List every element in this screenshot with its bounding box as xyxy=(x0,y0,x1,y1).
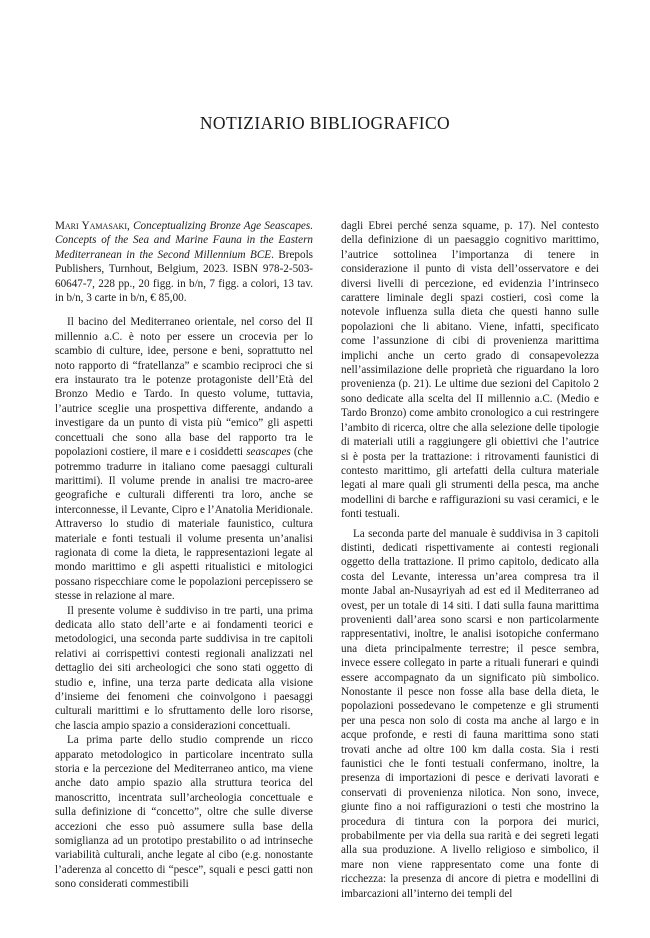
body-paragraph: La prima parte dello studio comprende un ricco apparato metodologico in particolare incentrato sulla storia e la percezione del Mediterraneo antico, ma viene anche dato ampio spazio alla struttura teorica del manoscritto, incentrata sull’archeologia concettuale e sulla definizione di “concetto”, oltre che sulle diverse accezioni che esso può assumere sulla base della somiglianza ad un prototipo prestabilito o ad intrinseche variabilità culturali, anche legate al cibo (e.g. nonostante l’aderenza al concetto di “pesce”, squali e pesci gatti non sono considerati commestibili xyxy=(55,734,313,891)
citation-separator: , xyxy=(127,220,134,232)
italic-term: seascapes xyxy=(246,446,291,459)
paragraph-text: Il bacino del Mediterraneo orientale, nel corso del II millennio a.C. è noto per essere un crocevia per lo scambio di culture, idee, persone e beni, soprattutto nel noto rapporto di “fratellanza” e scambio reciproci che si era instaurato tra le potenze protagoniste dell’Età del Bronzo Medio e Tardo. In questo volume, tuttavia, l’autrice sceglie una prospettiva differente, andando a investigare da un punto di vista più “emico” gli aspetti concettuali che sono alla base del rapporto tra le popolazioni costiere, il mare e i cosiddetti xyxy=(55,316,313,459)
review-author: Mari Yamasaki xyxy=(55,220,127,232)
right-column xyxy=(341,219,599,901)
body-paragraph xyxy=(55,315,313,603)
body-paragraph: dagli Ebrei perché senza squame, p. 17). Nel contesto della definizione di un paesaggio cognitivo marittimo, l’autrice sottolinea l’importanza di tenere in considerazione il punto di vista dell’osservatore e dei diversi livelli di percezione, ed evidenzia l’intrinseco carattere liminale degli spazi costieri, così come la notevole influenza sulla dieta che questi hanno sulle popolazioni che li abitano. Viene, infatti, specificato come l’assunzione di cibi di provenienza marittima implichi anche un certo grado di consapevolezza nell’assimilazione delle proprietà che riguardano la loro provenienza (p. 21). Le ultime due sezioni del Capitolo 2 sono dedicate alla scelta del II millennio a.C. (Medio e Tardo Bronzo) come ambito cronologico a cui restringere l’ambito di ricerca, oltre che alla selezione delle tipologie di materiali utili a raggiungere gli obiettivi che l’autrice si è posta per la trattazione: i ritrovamenti faunistici di contesto marittimo, gli artefatti della cultura materiale legati al mare quali gli strumenti della pesca, ma anche modellini di barche e raffigurazioni su vasi ceramici, e le fonti testuali. xyxy=(341,220,599,521)
review-book-title: Conceptualizing Bronze Age Seascapes. Concepts of the Sea and Marine Fauna in the Eastern Mediterranean in the Second Millennium BCE xyxy=(55,220,313,261)
review-publication-details: . Brepols Publishers, Turnhout, Belgium, 2023. ISBN 978-2-503-60647-7, 228 pp., 20 figg. in b/n, 7 figg. a colori, 13 tav. in b/n, 3 carte in b/n, € 85,00. xyxy=(55,248,313,305)
left-column xyxy=(55,219,313,892)
paragraph-text: (che potremmo tradurre in italiano come paesaggi culturali marittimi). Il volume prende in analisi tre macro-aree geografiche e culturali differenti tra loro, anche se interconnesse, il Levante, Cipro e l’Anatolia Meridionale. Attraverso lo studio di materiale faunistico, cultura materiale e fonti testuali il volume presenta un’analisi ragionata di come la dieta, le rappresentazioni legate al mondo marittimo e gli aspetti ritualistici e mitologici possano rispecchiare come le popolazioni percepissero se stesse in relazione al mare. xyxy=(55,446,313,603)
body-paragraph: Il presente volume è suddiviso in tre parti, una prima dedicata allo stato dell’arte e ai fondamenti teorici e metodologici, una seconda parte suddivisa in tre capitoli relativi ai corrispettivi contesti regionali analizzati nel dettaglio dei siti archeologici che sono stati oggetto di studio e, infine, una terza parte dedicata alla visione d’insieme dei fenomeni che coinvolgono i paesaggi culturali marittimi e lo sfruttamento delle loro risorse, che lascia ampio spazio a considerazioni concettuali. xyxy=(55,604,313,732)
section-heading: NOTIZIARIO BIBLIOGRAFICO xyxy=(199,113,451,133)
review-citation xyxy=(55,219,313,305)
body-paragraph: La seconda parte del manuale è suddivisa in 3 capitoli distinti, dedicati rispettivamente ai contesti regionali oggetto della trattazione. Il primo capitolo, dedicato alla costa del Levante, interessa un’area compresa tra il monte Jabal an-Nusayriyah ad est ed il Mediterraneo ad ovest, per un totale di 14 siti. I dati sulla fauna marittima provenienti dall’area sono scarsi e non particolarmente rappresentativi, inoltre, le analisi isotopiche confermano una dieta principalmente terrestre; il pesce sembra, invece essere collegato in parte a rituali funerari e quindi essere accompagnato da un significato più simbolico. Nonostante il pesce non fosse alla base della dieta, le popolazioni possedevano le competenze e gli strumenti per una pesca non solo di costa ma anche al largo e in acque profonde, e resti di fauna marittima sono stati trovati anche ad oltre 100 km dalla costa. Sia i resti faunistici che le fonti testuali confermano, inoltre, la presenza di importazioni di pesce e derivati lavorati e conservati di provenienza nilotica. Non sono, invece, giunte fino a noi raffigurazioni o testi che mostrino la procedura di tintura con la porpora dei murici, probabilmente per via della sua rarità e dei segreti legati alla sua produzione. A livello religioso e simbolico, il mare non viene rappresentato come una fonte di ricchezza: la presenza di ancore di pietra e modellini di imbarcazioni all’interno dei templi del xyxy=(341,527,599,900)
